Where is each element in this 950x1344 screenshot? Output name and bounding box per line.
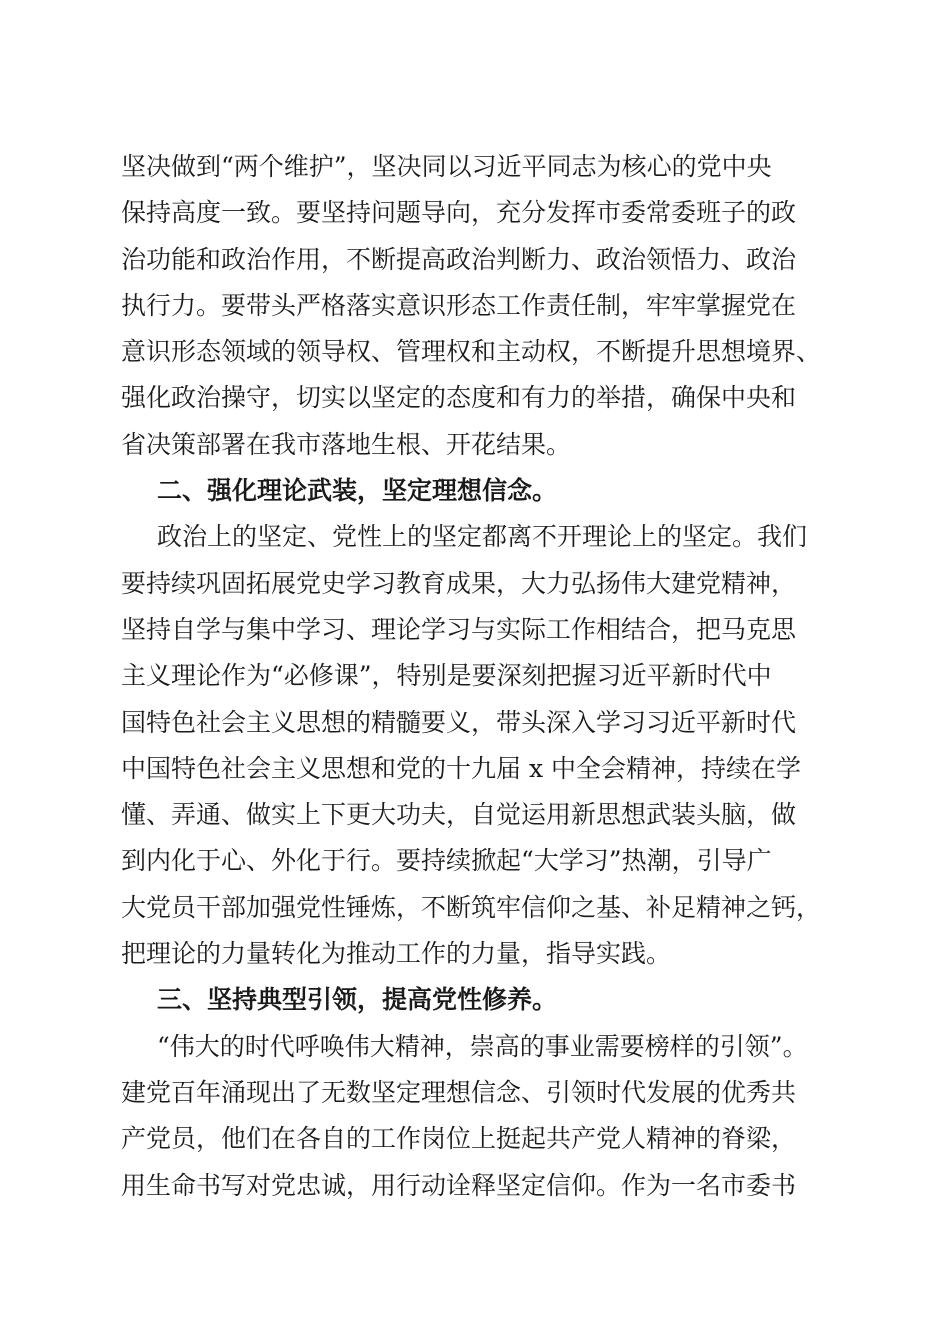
text-line: 治功能和政治作用，不断提高政治判断力、政治领悟力、政治 xyxy=(121,244,797,274)
text-line: 意识形态领域的领导权、管理权和主动权，不断提升思想境界、 xyxy=(121,337,822,367)
text-line: 中国特色社会主义思想和党的十九届 x 中全会精神，持续在学 xyxy=(121,753,801,783)
text-line: 要持续巩固拓展党史学习教育成果，大力弘扬伟大建党精神， xyxy=(121,568,797,598)
text-line: 坚决做到“两个维护”，坚决同以习近平同志为核心的党中央 xyxy=(121,152,772,181)
text-line: 主义理论作为“必修课”，特别是要深刻把握习近平新时代中 xyxy=(121,661,772,691)
text-line: 国特色社会主义思想的精髓要义，带头深入学习习近平新时代 xyxy=(121,707,797,737)
text-line: 省决策部署在我市落地生根、开花结果。 xyxy=(121,429,572,459)
text-line: 建党百年涌现出了无数坚定理想信念、引领时代发展的优秀共 xyxy=(121,1077,797,1107)
section-heading-3: 三、坚持典型引领，提高党性修养。 xyxy=(157,985,558,1015)
section-heading-2: 二、强化理论武装，坚定理想信念。 xyxy=(157,476,558,506)
text-line: 把理论的力量转化为推动工作的力量，指导实践。 xyxy=(121,939,672,969)
text-line: 政治上的坚定、党性上的坚定都离不开理论上的坚定。我们 xyxy=(157,522,808,552)
text-line: 到内化于心、外化于行。要持续掀起“大学习”热潮，引导广 xyxy=(121,846,772,876)
text-line: 强化政治操守，切实以坚定的态度和有力的举措，确保中央和 xyxy=(121,383,797,413)
text-line: 执行力。要带头严格落实意识形态工作责任制，牢牢掌握党在 xyxy=(121,290,797,320)
text-line: “伟大的时代呼唤伟大精神，崇高的事业需要榜样的引领”。 xyxy=(157,1031,808,1061)
text-line: 坚持自学与集中学习、理论学习与实际工作相结合，把马克思 xyxy=(121,614,797,644)
text-line: 用生命书写对党忠诚，用行动诠释坚定信仰。作为一名市委书 xyxy=(121,1170,797,1200)
text-line: 懂、弄通、做实上下更大功夫，自觉运用新思想武装头脑，做 xyxy=(121,800,797,830)
text-line: 大党员干部加强党性锤炼，不断筑牢信仰之基、补足精神之钙， xyxy=(121,892,822,922)
text-line: 产党员，他们在各自的工作岗位上挺起共产党人精神的脊梁， xyxy=(121,1124,797,1154)
document-body xyxy=(121,144,851,1209)
text-line: 保持高度一致。要坚持问题导向，充分发挥市委常委班子的政 xyxy=(121,198,797,228)
